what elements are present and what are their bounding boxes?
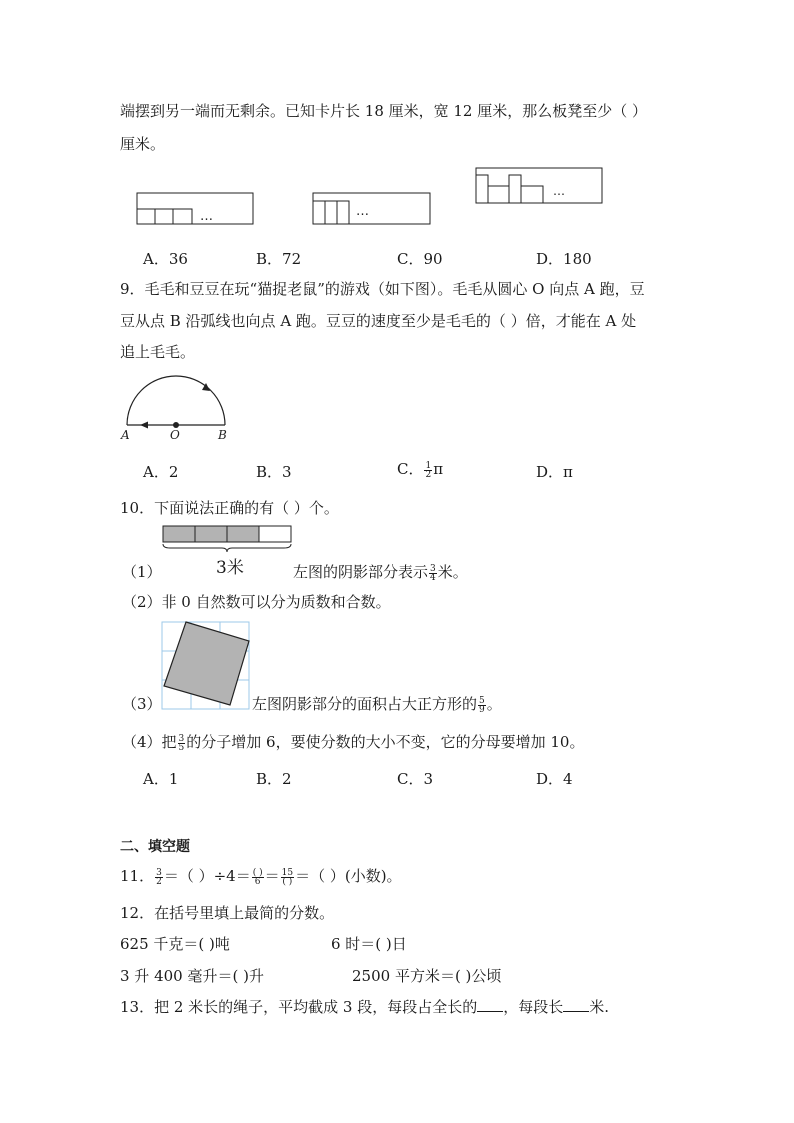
- q10-statement-2: （2）非 0 自然数可以分为质数和合数。: [122, 593, 391, 611]
- bar-length-label: 3米: [216, 558, 244, 578]
- q8-figure-1: [136, 192, 256, 226]
- q8-figure-3: [475, 167, 605, 205]
- q8-figure-2: [312, 192, 432, 226]
- q12-item-2: 6 时＝( )日: [331, 935, 407, 953]
- section-title-fill-in: 二、填空题: [120, 839, 190, 855]
- q8-option-d[interactable]: D．180: [536, 250, 592, 268]
- q8-option-b[interactable]: B．72: [256, 250, 302, 268]
- q10-s1-prefix: （1）: [122, 563, 162, 581]
- q12-stem: 12．在括号里填上最简的分数。: [120, 904, 335, 922]
- q10-stem: 10．下面说法正确的有（ ）个。: [120, 499, 339, 517]
- q9-line1: 9．毛毛和豆豆在玩“猫捉老鼠”的游戏（如下图）。毛毛从圆心 O 向点 A 跑，豆: [120, 280, 645, 298]
- q8-figure-2-ellipsis: …: [356, 204, 369, 219]
- q9-option-b[interactable]: B．3: [256, 463, 292, 481]
- q9-option-a[interactable]: A．2: [143, 463, 179, 481]
- point-a-label: A: [121, 428, 130, 442]
- q8-line1: 端摆到另一端而无剩余。已知卡片长 18 厘米，宽 12 厘米，那么板凳至少（ ）: [120, 102, 648, 120]
- q11-line: 11． $\frac{3}{2}$ ＝（ ）÷4＝ $\frac{( )}{6}$ ＝ $\frac{15}{( )}$ ＝（ ）(小数)。: [120, 867, 402, 887]
- q8-option-a[interactable]: A．36: [143, 250, 188, 268]
- q12-item-3: 3 升 400 毫升＝( )升: [120, 967, 264, 985]
- q10-square-grid-diagram: [160, 620, 252, 712]
- q10-statement-4: （4）把 $\frac{3}{5}$ 的分子增加 6，要使分数的大小不变，它的分母要增加 10。: [122, 733, 585, 753]
- q13-blank-2[interactable]: [563, 997, 589, 1012]
- q8-line2: 厘米。: [120, 135, 166, 153]
- q9-option-d[interactable]: D．π: [536, 463, 573, 481]
- q13-line: 13．把 2 米长的绳子，平均截成 3 段，每段占全长的 ，每段长 米.: [120, 998, 610, 1016]
- q10-statement-3: 左图阴影部分的面积占大正方形的 $\frac{5}{9}$ 。: [252, 695, 502, 715]
- point-b-label: B: [218, 428, 227, 442]
- q9-option-c[interactable]: C． $\frac{1}{2}$ π: [397, 460, 444, 480]
- q10-s3-prefix: （3）: [122, 695, 162, 713]
- q9-line2: 豆从点 B 沿弧线也向点 A 跑。豆豆的速度至少是毛毛的（ ）倍，才能在 A 处: [120, 312, 637, 330]
- q12-item-1: 625 千克＝( )吨: [120, 935, 230, 953]
- q10-option-a[interactable]: A．1: [143, 770, 179, 788]
- q9-line3: 追上毛毛。: [120, 343, 196, 361]
- q10-option-d[interactable]: D．4: [536, 770, 573, 788]
- q8-figure-1-ellipsis: …: [200, 209, 213, 224]
- q8-option-c[interactable]: C．90: [397, 250, 443, 268]
- q10-statement-1: 左图的阴影部分表示 $\frac{3}{4}$ 米。: [293, 563, 468, 583]
- q10-option-c[interactable]: C．3: [397, 770, 434, 788]
- q13-blank-1[interactable]: [477, 997, 503, 1012]
- q8-figure-3-ellipsis: …: [553, 184, 565, 198]
- q9-semicircle-diagram: [118, 370, 238, 440]
- q10-option-b[interactable]: B．2: [256, 770, 292, 788]
- point-o-label: O: [170, 428, 180, 442]
- q12-item-4: 2500 平方米＝( )公顷: [352, 967, 502, 985]
